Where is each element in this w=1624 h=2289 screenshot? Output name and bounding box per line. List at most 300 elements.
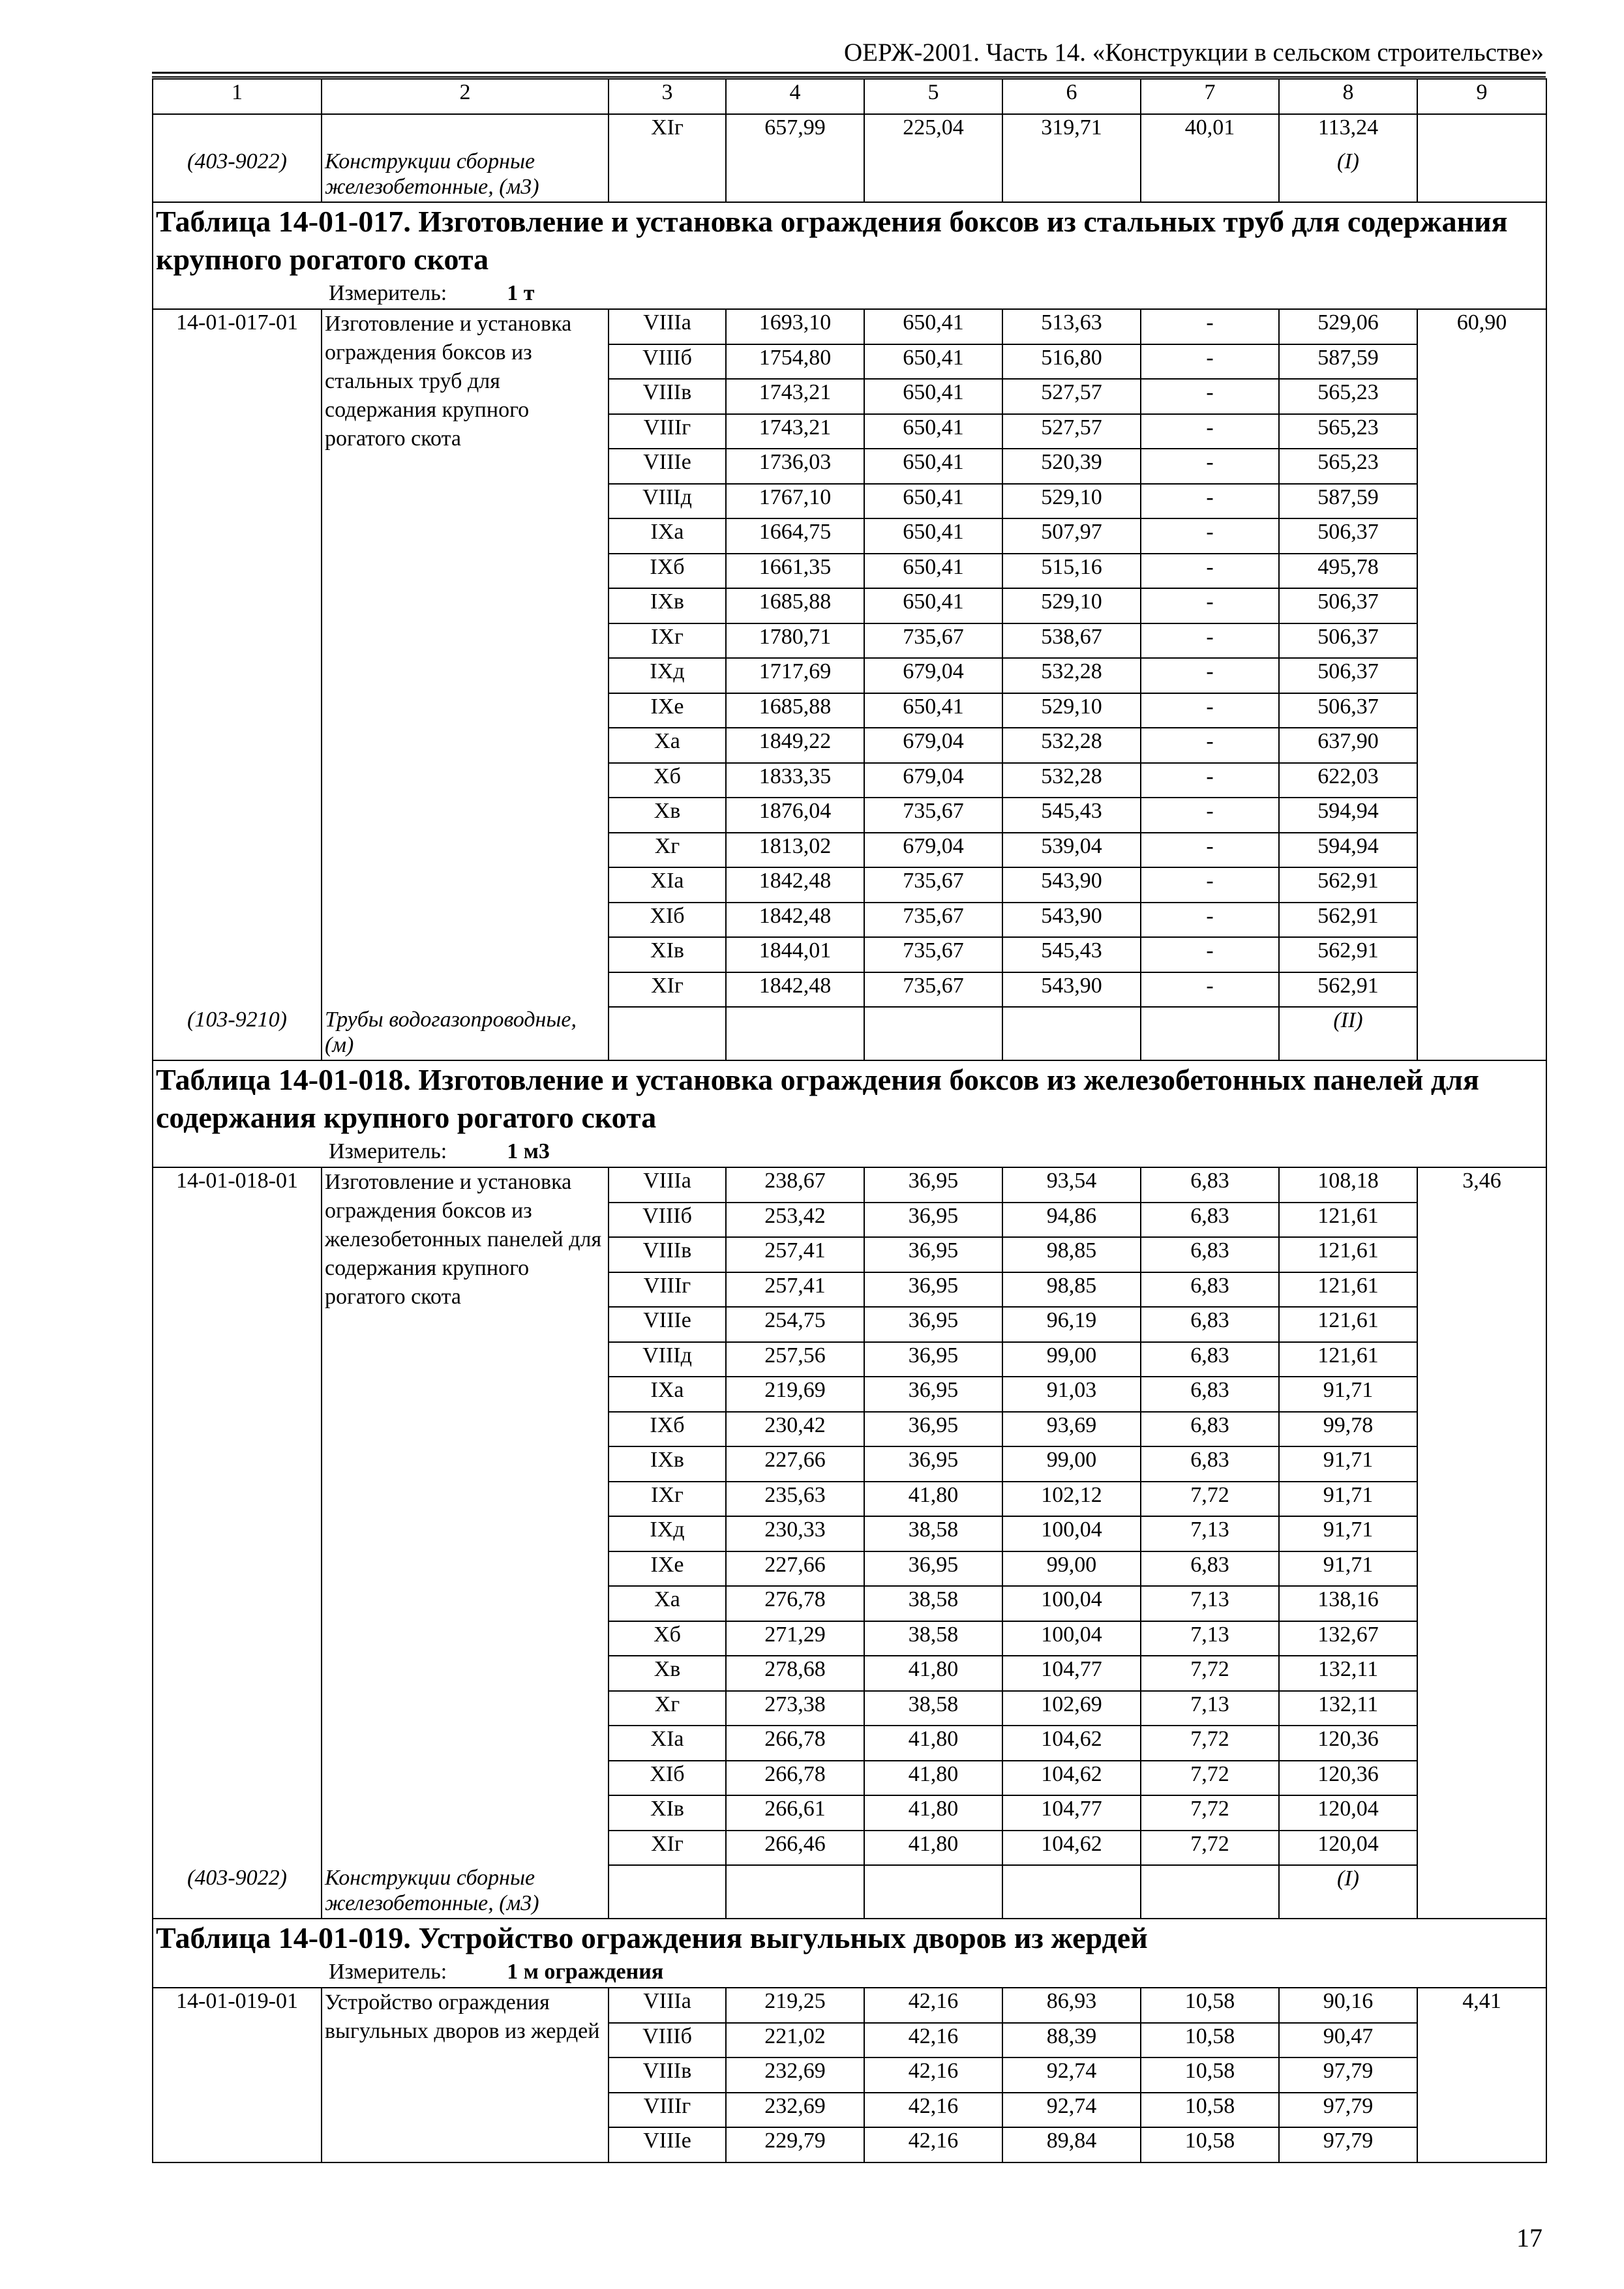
table-cell: 495,78 — [1279, 554, 1417, 589]
table-cell: 99,00 — [1002, 1342, 1141, 1377]
table-cell: 565,23 — [1279, 449, 1417, 484]
table-cell: 650,41 — [864, 518, 1002, 554]
table-cell: 7,72 — [1141, 1656, 1279, 1691]
table-cell: 10,58 — [1141, 2127, 1279, 2162]
table-cell: 506,37 — [1279, 693, 1417, 728]
table-cell: 227,66 — [726, 1446, 864, 1482]
table-cell: 38,58 — [864, 1691, 1002, 1726]
table-cell: XIг — [609, 114, 726, 149]
resource-row — [153, 149, 1546, 202]
table-cell: 1813,02 — [726, 833, 864, 868]
table-cell: VIIIб — [609, 344, 726, 380]
table-cell: 253,42 — [726, 1203, 864, 1238]
column-number: 7 — [1141, 79, 1279, 114]
table-cell: 93,54 — [1002, 1167, 1141, 1203]
table-cell: IXб — [609, 1412, 726, 1447]
table-title: Таблица 14-01-019. Устройство ограждения выгульных дворов из жердей — [156, 1921, 1148, 1954]
table-cell: VIIIд — [609, 1342, 726, 1377]
table-title-cell — [153, 1919, 1546, 1988]
table-cell: 276,78 — [726, 1586, 864, 1621]
table-title-row — [153, 1919, 1546, 1988]
table-cell: 6,83 — [1141, 1551, 1279, 1587]
table-cell: 36,95 — [864, 1342, 1002, 1377]
table-cell: XIг — [609, 972, 726, 1008]
table-cell: - — [1141, 903, 1279, 938]
table-cell: Xа — [609, 1586, 726, 1621]
table-cell: 532,28 — [1002, 728, 1141, 763]
table-cell: VIIIв — [609, 379, 726, 414]
table-cell: 594,94 — [1279, 798, 1417, 833]
table-cell: IXе — [609, 693, 726, 728]
table-cell: 97,79 — [1279, 2127, 1417, 2162]
table-cell: 650,41 — [864, 414, 1002, 449]
table-cell: 650,41 — [864, 588, 1002, 623]
table-cell: 232,69 — [726, 2093, 864, 2128]
table-cell: 225,04 — [864, 114, 1002, 149]
table-cell: 221,02 — [726, 2023, 864, 2058]
empty-cell — [1002, 1865, 1141, 1919]
table-cell: VIIIа — [609, 1167, 726, 1203]
table-cell: 513,63 — [1002, 309, 1141, 344]
table-cell: - — [1141, 693, 1279, 728]
column-number: 4 — [726, 79, 864, 114]
table-cell: 532,28 — [1002, 763, 1141, 798]
table-cell: 38,58 — [864, 1516, 1002, 1551]
table-cell: 91,71 — [1279, 1377, 1417, 1412]
table-cell: 86,93 — [1002, 1988, 1141, 2023]
header-rule-thin — [152, 76, 1546, 78]
table-cell: 1736,03 — [726, 449, 864, 484]
table-row — [153, 1988, 1546, 2023]
table-cell: 562,91 — [1279, 903, 1417, 938]
table-cell: - — [1141, 518, 1279, 554]
table-cell: 1842,48 — [726, 903, 864, 938]
table-cell: VIIIа — [609, 309, 726, 344]
table-cell: 650,41 — [864, 449, 1002, 484]
table-cell: 539,04 — [1002, 833, 1141, 868]
table-cell: 637,90 — [1279, 728, 1417, 763]
table-cell: 41,80 — [864, 1482, 1002, 1517]
table-cell: - — [1141, 484, 1279, 519]
resource-class: (II) — [1279, 1007, 1417, 1060]
table-cell: 102,12 — [1002, 1482, 1141, 1517]
table-cell: 562,91 — [1279, 937, 1417, 972]
table-title-row — [153, 202, 1546, 309]
table-cell: IXв — [609, 1446, 726, 1482]
table-cell: 121,61 — [1279, 1237, 1417, 1272]
table-cell: 257,41 — [726, 1237, 864, 1272]
table-cell: VIIIг — [609, 2093, 726, 2128]
table-cell: 650,41 — [864, 554, 1002, 589]
empty-cell — [1141, 1007, 1279, 1060]
table-cell: XIв — [609, 1795, 726, 1831]
table-cell: VIIIе — [609, 2127, 726, 2162]
table-cell: 235,63 — [726, 1482, 864, 1517]
table-cell: 529,06 — [1279, 309, 1417, 344]
table-cell: 650,41 — [864, 693, 1002, 728]
table-cell: 36,95 — [864, 1412, 1002, 1447]
table-cell: 1754,80 — [726, 344, 864, 380]
table-cell: 565,23 — [1279, 414, 1417, 449]
table-cell: 88,39 — [1002, 2023, 1141, 2058]
table-cell: 6,83 — [1141, 1167, 1279, 1203]
table-cell: 679,04 — [864, 833, 1002, 868]
column-number: 3 — [609, 79, 726, 114]
table-cell: 735,67 — [864, 972, 1002, 1008]
table-cell: 515,16 — [1002, 554, 1141, 589]
table-cell: - — [1141, 554, 1279, 589]
page-header: ОЕРЖ-2001. Часть 14. «Конструкции в сельском строительстве» — [844, 38, 1544, 67]
table-cell: 104,62 — [1002, 1726, 1141, 1761]
table-cell: 266,61 — [726, 1795, 864, 1831]
table-cell: 99,00 — [1002, 1551, 1141, 1587]
table-cell: 38,58 — [864, 1586, 1002, 1621]
table-cell: 507,97 — [1002, 518, 1141, 554]
table-cell: VIIIв — [609, 1237, 726, 1272]
table-cell: 132,67 — [1279, 1621, 1417, 1656]
resource-code: (103-9210) — [153, 1007, 322, 1060]
table-cell: 104,62 — [1002, 1761, 1141, 1796]
table-cell: 227,66 — [726, 1551, 864, 1587]
empty-cell — [322, 114, 609, 149]
column-numbers-row — [153, 79, 1546, 114]
table-cell: 254,75 — [726, 1307, 864, 1342]
empty-cell — [1002, 149, 1141, 202]
table-cell: 94,86 — [1002, 1203, 1141, 1238]
unit-line — [156, 278, 1543, 308]
table-cell: 232,69 — [726, 2057, 864, 2093]
table-cell: VIIIг — [609, 1272, 726, 1308]
table-cell: 89,84 — [1002, 2127, 1141, 2162]
table-cell: 7,13 — [1141, 1691, 1279, 1726]
table-title-row — [153, 1060, 1546, 1167]
table-cell: 1664,75 — [726, 518, 864, 554]
table-cell: IXг — [609, 623, 726, 659]
table-cell: 98,85 — [1002, 1237, 1141, 1272]
table-cell: Xг — [609, 833, 726, 868]
table-cell: 6,83 — [1141, 1307, 1279, 1342]
table-cell: XIв — [609, 937, 726, 972]
table-cell: 238,67 — [726, 1167, 864, 1203]
table-cell: 100,04 — [1002, 1621, 1141, 1656]
table-cell: 36,95 — [864, 1307, 1002, 1342]
table-cell: VIIIе — [609, 1307, 726, 1342]
table-cell: 271,29 — [726, 1621, 864, 1656]
resource-code: (403-9022) — [153, 149, 322, 202]
table-cell: 41,80 — [864, 1726, 1002, 1761]
table-cell: 506,37 — [1279, 518, 1417, 554]
column-number: 1 — [153, 79, 322, 114]
table-cell: 538,67 — [1002, 623, 1141, 659]
table-cell: 97,79 — [1279, 2057, 1417, 2093]
unit-value: 1 м ограждения — [507, 1960, 664, 1984]
table-cell: 36,95 — [864, 1167, 1002, 1203]
table-cell: 1743,21 — [726, 379, 864, 414]
table-title-cell — [153, 202, 1546, 309]
unit-label: Измеритель: — [329, 1139, 447, 1163]
table-cell: 1717,69 — [726, 658, 864, 693]
table-cell: 90,47 — [1279, 2023, 1417, 2058]
table-cell: 1842,48 — [726, 867, 864, 903]
table-cell: IXб — [609, 554, 726, 589]
table-cell: 96,19 — [1002, 1307, 1141, 1342]
empty-cell — [726, 1865, 864, 1919]
table-cell: 97,79 — [1279, 2093, 1417, 2128]
table-cell: 100,04 — [1002, 1586, 1141, 1621]
table-cell: 545,43 — [1002, 937, 1141, 972]
table-cell: - — [1141, 414, 1279, 449]
table-cell: Xг — [609, 1691, 726, 1726]
table-cell: Xв — [609, 1656, 726, 1691]
table-cell: 527,57 — [1002, 414, 1141, 449]
table-cell: 36,95 — [864, 1446, 1002, 1482]
table-cell: 7,72 — [1141, 1831, 1279, 1866]
table-cell: 273,38 — [726, 1691, 864, 1726]
header-rule — [152, 72, 1546, 74]
table-cell: IXа — [609, 518, 726, 554]
table-cell: XIа — [609, 867, 726, 903]
table-cell: 91,71 — [1279, 1482, 1417, 1517]
table-cell: 529,10 — [1002, 588, 1141, 623]
table-cell: 562,91 — [1279, 972, 1417, 1008]
table-cell: 132,11 — [1279, 1691, 1417, 1726]
table-row — [153, 1167, 1546, 1203]
table-cell: 42,16 — [864, 2057, 1002, 2093]
table-cell: 120,04 — [1279, 1795, 1417, 1831]
column-number: 6 — [1002, 79, 1141, 114]
table-title: Таблица 14-01-018. Изготовление и установка ограждения боксов из железобетонных панелей для содержания крупного рогатого скота — [156, 1063, 1479, 1134]
table-cell: 42,16 — [864, 2023, 1002, 2058]
resource-class: (I) — [1279, 149, 1417, 202]
unit-value: 1 т — [507, 281, 535, 305]
table-cell: 99,00 — [1002, 1446, 1141, 1482]
empty-cell — [609, 149, 726, 202]
empty-cell — [726, 1007, 864, 1060]
table-cell: 41,80 — [864, 1656, 1002, 1691]
table-cell: 679,04 — [864, 658, 1002, 693]
unit-line — [156, 1957, 1543, 1987]
table-cell: IXд — [609, 1516, 726, 1551]
table-cell: 120,04 — [1279, 1831, 1417, 1866]
table-cell: 104,77 — [1002, 1656, 1141, 1691]
empty-cell — [153, 114, 322, 149]
unit-label: Измеритель: — [329, 281, 447, 305]
table-cell: 40,01 — [1141, 114, 1279, 149]
table-cell: VIIIа — [609, 1988, 726, 2023]
table-cell: 735,67 — [864, 798, 1002, 833]
table-cell: 132,11 — [1279, 1656, 1417, 1691]
table-cell: 41,80 — [864, 1831, 1002, 1866]
rate-col9: 4,41 — [1417, 1988, 1546, 2162]
empty-cell — [1417, 1865, 1546, 1919]
resource-name: Конструкции сборные железобетонные, (м3) — [322, 1865, 609, 1919]
table-cell: 529,10 — [1002, 693, 1141, 728]
table-cell: 138,16 — [1279, 1586, 1417, 1621]
rate-code: 14-01-019-01 — [153, 1988, 322, 2162]
table-cell: 6,83 — [1141, 1377, 1279, 1412]
table-cell: 266,78 — [726, 1726, 864, 1761]
table-cell: VIIIб — [609, 2023, 726, 2058]
table-cell: 93,69 — [1002, 1412, 1141, 1447]
table-cell: 6,83 — [1141, 1412, 1279, 1447]
table-cell: 36,95 — [864, 1203, 1002, 1238]
empty-cell — [609, 1007, 726, 1060]
table-cell: 543,90 — [1002, 903, 1141, 938]
table-cell: 6,83 — [1141, 1342, 1279, 1377]
table-title: Таблица 14-01-017. Изготовление и установка ограждения боксов из стальных труб для содержания крупного рогатого скота — [156, 205, 1508, 276]
empty-cell — [1417, 149, 1546, 202]
table-cell: 266,78 — [726, 1761, 864, 1796]
table-cell: IXг — [609, 1482, 726, 1517]
table-cell: VIIIд — [609, 484, 726, 519]
table-cell: - — [1141, 379, 1279, 414]
empty-cell — [1417, 1007, 1546, 1060]
table-cell: 219,25 — [726, 1988, 864, 2023]
table-cell: 516,80 — [1002, 344, 1141, 380]
table-cell: 587,59 — [1279, 344, 1417, 380]
column-number: 8 — [1279, 79, 1417, 114]
rate-description: Устройство ограждения выгульных дворов из жердей — [322, 1988, 609, 2162]
table-cell: 562,91 — [1279, 867, 1417, 903]
table-cell: 735,67 — [864, 937, 1002, 972]
table-cell: 543,90 — [1002, 972, 1141, 1008]
table-row — [153, 114, 1546, 149]
table-cell: 7,13 — [1141, 1586, 1279, 1621]
table-cell: 650,41 — [864, 344, 1002, 380]
column-number: 5 — [864, 79, 1002, 114]
table-cell: 1767,10 — [726, 484, 864, 519]
table-cell: 520,39 — [1002, 449, 1141, 484]
table-cell: - — [1141, 588, 1279, 623]
table-cell: 6,83 — [1141, 1203, 1279, 1238]
resource-name: Конструкции сборные железобетонные, (м3) — [322, 149, 609, 202]
table-cell: 257,56 — [726, 1342, 864, 1377]
table-cell: 120,36 — [1279, 1726, 1417, 1761]
table-cell: 230,42 — [726, 1412, 864, 1447]
table-cell: 113,24 — [1279, 114, 1417, 149]
table-cell: 10,58 — [1141, 1988, 1279, 2023]
unit-label: Измеритель: — [329, 1960, 447, 1984]
resource-row — [153, 1865, 1546, 1919]
rate-code: 14-01-017-01 — [153, 309, 322, 1007]
table-cell: 42,16 — [864, 2127, 1002, 2162]
table-cell: 7,72 — [1141, 1482, 1279, 1517]
table-cell: 92,74 — [1002, 2057, 1141, 2093]
table-cell: VIIIе — [609, 449, 726, 484]
table-cell: 278,68 — [726, 1656, 864, 1691]
table-cell: 735,67 — [864, 903, 1002, 938]
table-cell: 1743,21 — [726, 414, 864, 449]
table-cell: 506,37 — [1279, 623, 1417, 659]
table-cell: Xб — [609, 763, 726, 798]
table-cell: 36,95 — [864, 1237, 1002, 1272]
table-cell: 506,37 — [1279, 588, 1417, 623]
table-title-cell — [153, 1060, 1546, 1167]
table-cell: 1685,88 — [726, 693, 864, 728]
table-cell: 10,58 — [1141, 2023, 1279, 2058]
table-cell: 7,13 — [1141, 1621, 1279, 1656]
table-cell: 219,69 — [726, 1377, 864, 1412]
empty-cell — [1002, 1007, 1141, 1060]
table-cell: 565,23 — [1279, 379, 1417, 414]
table-cell: 266,46 — [726, 1831, 864, 1866]
table-cell: 38,58 — [864, 1621, 1002, 1656]
table-cell: - — [1141, 937, 1279, 972]
table-cell: 42,16 — [864, 2093, 1002, 2128]
rate-col9: 60,90 — [1417, 309, 1546, 1007]
table-cell: 91,71 — [1279, 1551, 1417, 1587]
table-cell: - — [1141, 449, 1279, 484]
unit-line — [156, 1137, 1543, 1167]
unit-value: 1 м3 — [507, 1139, 550, 1163]
table-cell: - — [1141, 344, 1279, 380]
empty-cell — [726, 149, 864, 202]
table-cell: 679,04 — [864, 728, 1002, 763]
table-cell: 1844,01 — [726, 937, 864, 972]
table-cell: 7,72 — [1141, 1795, 1279, 1831]
rate-col9: 3,46 — [1417, 1167, 1546, 1865]
table-cell: 735,67 — [864, 623, 1002, 659]
table-cell: 657,99 — [726, 114, 864, 149]
table-cell: 91,71 — [1279, 1516, 1417, 1551]
table-cell: IXе — [609, 1551, 726, 1587]
table-cell: 41,80 — [864, 1761, 1002, 1796]
table-cell: 1693,10 — [726, 309, 864, 344]
table-cell: 1833,35 — [726, 763, 864, 798]
rates-table — [152, 78, 1547, 2163]
column-number: 9 — [1417, 79, 1546, 114]
table-cell: 1849,22 — [726, 728, 864, 763]
table-cell: 6,83 — [1141, 1237, 1279, 1272]
table-cell: 91,03 — [1002, 1377, 1141, 1412]
table-cell: XIб — [609, 1761, 726, 1796]
table-cell: 10,58 — [1141, 2057, 1279, 2093]
table-cell: 527,57 — [1002, 379, 1141, 414]
table-cell: XIб — [609, 903, 726, 938]
table-cell: 104,62 — [1002, 1831, 1141, 1866]
table-cell: - — [1141, 763, 1279, 798]
empty-cell — [864, 1007, 1002, 1060]
table-cell: 319,71 — [1002, 114, 1141, 149]
table-cell: 532,28 — [1002, 658, 1141, 693]
table-cell: 1661,35 — [726, 554, 864, 589]
table-cell: 108,18 — [1279, 1167, 1417, 1203]
table-cell: 92,74 — [1002, 2093, 1141, 2128]
table-cell: 120,36 — [1279, 1761, 1417, 1796]
table-cell: 650,41 — [864, 484, 1002, 519]
table-cell: 257,41 — [726, 1272, 864, 1308]
table-cell: XIа — [609, 1726, 726, 1761]
table-cell: 91,71 — [1279, 1446, 1417, 1482]
table-cell: - — [1141, 309, 1279, 344]
table-cell: - — [1141, 623, 1279, 659]
table-cell: 529,10 — [1002, 484, 1141, 519]
column-number: 2 — [322, 79, 609, 114]
table-cell: 230,33 — [726, 1516, 864, 1551]
resource-row — [153, 1007, 1546, 1060]
table-cell: 6,83 — [1141, 1446, 1279, 1482]
table-cell: VIIIб — [609, 1203, 726, 1238]
table-cell: 594,94 — [1279, 833, 1417, 868]
table-cell: IXв — [609, 588, 726, 623]
table-cell: 36,95 — [864, 1272, 1002, 1308]
table-cell: 41,80 — [864, 1795, 1002, 1831]
table-cell: 735,67 — [864, 867, 1002, 903]
table-cell: 650,41 — [864, 379, 1002, 414]
resource-class: (I) — [1279, 1865, 1417, 1919]
table-cell: Xв — [609, 798, 726, 833]
table-cell: - — [1141, 972, 1279, 1008]
